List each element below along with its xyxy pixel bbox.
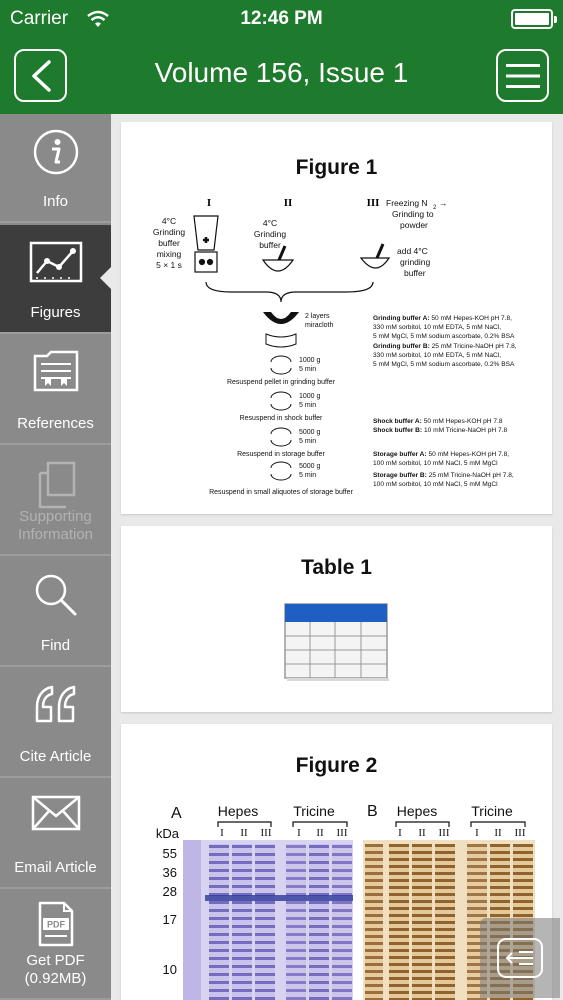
figures-list[interactable] [111, 114, 563, 1000]
svg-text:Grinding buffer B: 25 mM Trici [373, 343, 517, 350]
table-icon [283, 602, 391, 682]
sidebar-item-label: Figures [30, 304, 81, 321]
sidebar-item-figures[interactable] [0, 225, 111, 334]
collapse-sidebar-button[interactable] [480, 918, 560, 998]
fig-text: powder [400, 220, 428, 230]
fig-text: mixing [156, 249, 182, 259]
lane-label: I [398, 827, 402, 839]
fig-text: buffer [158, 238, 180, 248]
fig-text: 1000 g [299, 393, 321, 400]
figure-2-title: Figure 2 [295, 754, 378, 777]
buffer-name: Storage buffer A: [373, 451, 427, 458]
fig-text: buffer [404, 268, 426, 278]
list-arrow-icon [495, 936, 545, 980]
marker-label: 17 [162, 912, 177, 927]
group-label-tricine: Tricine [471, 803, 513, 819]
fig-text: 1000 g [299, 357, 321, 364]
fig-text: Resuspend pellet in grinding buffer [226, 379, 336, 386]
lane-label: I [297, 827, 301, 839]
fig-text: Grinding [253, 229, 287, 239]
sidebar-item-cite-article[interactable] [0, 669, 111, 778]
svg-text:Storage buffer B: 25 mM Tricin [373, 472, 514, 479]
marker-label: 10 [162, 962, 177, 977]
fig-text: Grinding [152, 227, 186, 237]
buffer-line: 5 mM MgCl, 5 mM sodium ascorbate, 0.2% BSA [373, 361, 515, 368]
buffer-line: 50 mM Hepes-KOH pH 7.8, [431, 315, 512, 322]
copy-icon [0, 461, 111, 509]
fig-text: 5 min [299, 438, 317, 445]
lane-label: II [240, 827, 248, 839]
lane-label: II [418, 827, 426, 839]
sidebar-item-label: Info [42, 193, 69, 210]
fig-text: Freezing N [386, 198, 428, 208]
sidebar-item-supporting-information [0, 447, 111, 556]
col-label-3: III [366, 197, 380, 209]
sidebar-item-label: Get PDF (0.92MB) [24, 952, 87, 987]
fig-text: add 4°C [397, 246, 428, 256]
fig-text: 4°C [161, 216, 177, 226]
mortar-icon [361, 244, 389, 268]
buffer-line: 25 mM Tricine-NaOH pH 7.8, [428, 472, 514, 479]
carrier-label: Carrier [10, 8, 69, 29]
buffer-line: 100 mM sorbitol, 10 mM NaCl, 5 mM MgCl [373, 481, 498, 488]
menu-button[interactable] [496, 49, 549, 102]
svg-text:Shock buffer B: 10 mM Tricine- [373, 427, 507, 434]
fig-text: 5 min [299, 472, 317, 479]
merge-brace [206, 282, 373, 302]
table-1-title: Table 1 [301, 556, 372, 579]
fig-text: 4°C [262, 218, 278, 228]
group-label-hepes: Hepes [396, 803, 438, 819]
buffer-name: Storage buffer B: [373, 472, 427, 479]
lane-label: III [438, 827, 450, 839]
buffer-line: 10 mM Tricine-NaOH pH 7.8 [423, 427, 508, 434]
svg-text:Storage buffer A: 50 mM Hepes- [373, 451, 509, 458]
marker-label: 36 [162, 865, 177, 880]
buffer-name: Shock buffer A: [373, 418, 422, 425]
lane-label: I [220, 827, 224, 839]
gel-a [183, 840, 353, 1000]
buffer-line: 330 mM sorbitol, 10 mM EDTA, 5 mM NaCl, [373, 324, 502, 331]
spin-step-4 [209, 462, 354, 496]
svg-text:PDF: PDF [46, 919, 65, 930]
fig-text: Resuspend in small aliquotes of storage buffer [209, 489, 353, 496]
group-label-tricine: Tricine [293, 803, 335, 819]
sidebar-item-label: Email Article [14, 859, 97, 876]
battery-icon [511, 9, 553, 29]
fig-text: 2 layers [305, 313, 330, 320]
fig-text: 5000 g [299, 429, 321, 436]
fig-text: 2 [433, 205, 437, 211]
buffer-line: 50 mM Hepes-KOH pH 7.8, [428, 451, 510, 458]
mail-icon [0, 794, 111, 834]
buffer-line: 100 mM sorbitol, 10 mM NaCl, 5 mM MgCl [373, 460, 498, 467]
group-label-hepes: Hepes [217, 803, 259, 819]
lane-label: III [514, 827, 526, 839]
fig-text: Grinding to [392, 209, 434, 219]
buffer-name: Shock buffer B: [373, 427, 423, 434]
references-icon [0, 350, 111, 396]
sidebar [0, 114, 111, 1000]
sidebar-item-info[interactable] [0, 114, 111, 223]
svg-text:Grinding buffer A: 50 mM Hepes [373, 315, 512, 322]
figure-1-title: Figure 1 [295, 156, 378, 179]
marker-label: 28 [162, 884, 177, 899]
lane-label: II [316, 827, 324, 839]
sidebar-item-references[interactable] [0, 336, 111, 445]
table-1-card[interactable] [121, 526, 552, 712]
status-bar [0, 0, 563, 38]
lane-label: III [336, 827, 348, 839]
pdf-icon [0, 901, 111, 947]
svg-text:Shock buffer A: 50 mM Hepes-KO [373, 418, 503, 425]
fig-text: Resuspend in storage buffer [237, 451, 325, 458]
buffer-name: Grinding buffer A: [373, 315, 430, 322]
fig-text: 5 min [299, 402, 317, 409]
sidebar-item-label: Find [40, 637, 71, 654]
sidebar-item-get-pdf[interactable] [0, 891, 111, 1000]
fig-text: 5 min [299, 366, 317, 373]
marker-label: 55 [162, 846, 177, 861]
lane-label: I [475, 827, 479, 839]
sidebar-item-email-article[interactable] [0, 780, 111, 889]
col-label-2: II [283, 197, 293, 209]
sidebar-item-label: References [17, 415, 94, 432]
col-label-1: I [206, 197, 212, 209]
fig-text: → [439, 198, 448, 208]
spin-step-3 [237, 428, 325, 458]
fig-text: buffer [259, 240, 281, 250]
fig-text: 5 × 1 s [156, 260, 182, 270]
buffer-line: 50 mM Hepes-KOH pH 7.8 [423, 418, 503, 425]
info-icon [0, 128, 111, 176]
buffer-line: 330 mM sorbitol, 10 mM EDTA, 5 mM NaCl, [373, 352, 502, 359]
fig-text: 5000 g [299, 463, 321, 470]
search-icon [0, 572, 111, 618]
fig-text: grinding [400, 257, 431, 267]
clock: 12:46 PM [240, 8, 323, 29]
spin-step-1 [227, 356, 336, 386]
chart-icon [0, 239, 111, 283]
figure-1-image [121, 122, 552, 514]
fig-text: miracloth [305, 322, 334, 329]
buffer-line: 5 mM MgCl, 5 mM sodium ascorbate, 0.2% BSA [373, 333, 515, 340]
fig-text: Resuspend in shock buffer [239, 415, 323, 422]
nav-bar [0, 38, 563, 114]
spin-step-2 [240, 392, 323, 422]
sidebar-item-label: Supporting Information [17, 508, 94, 543]
figure-1-card[interactable] [121, 122, 552, 514]
sidebar-item-find[interactable] [0, 558, 111, 667]
panel-a-label: A [171, 805, 182, 822]
buffer-name: Grinding buffer B: [373, 343, 430, 350]
buffer-line: 25 mM Tricine-NaOH pH 7.8, [431, 343, 517, 350]
lane-label: III [260, 827, 272, 839]
funnel-icon [263, 312, 299, 324]
panel-b-label: B [367, 803, 378, 820]
sidebar-item-label: Cite Article [19, 748, 92, 765]
quote-icon [0, 683, 111, 727]
lane-label: II [494, 827, 502, 839]
kda-label: kDa [155, 826, 179, 841]
hamburger-icon [506, 63, 540, 89]
page-title: Volume 156, Issue 1 [154, 57, 409, 88]
blender-icon [194, 216, 218, 272]
